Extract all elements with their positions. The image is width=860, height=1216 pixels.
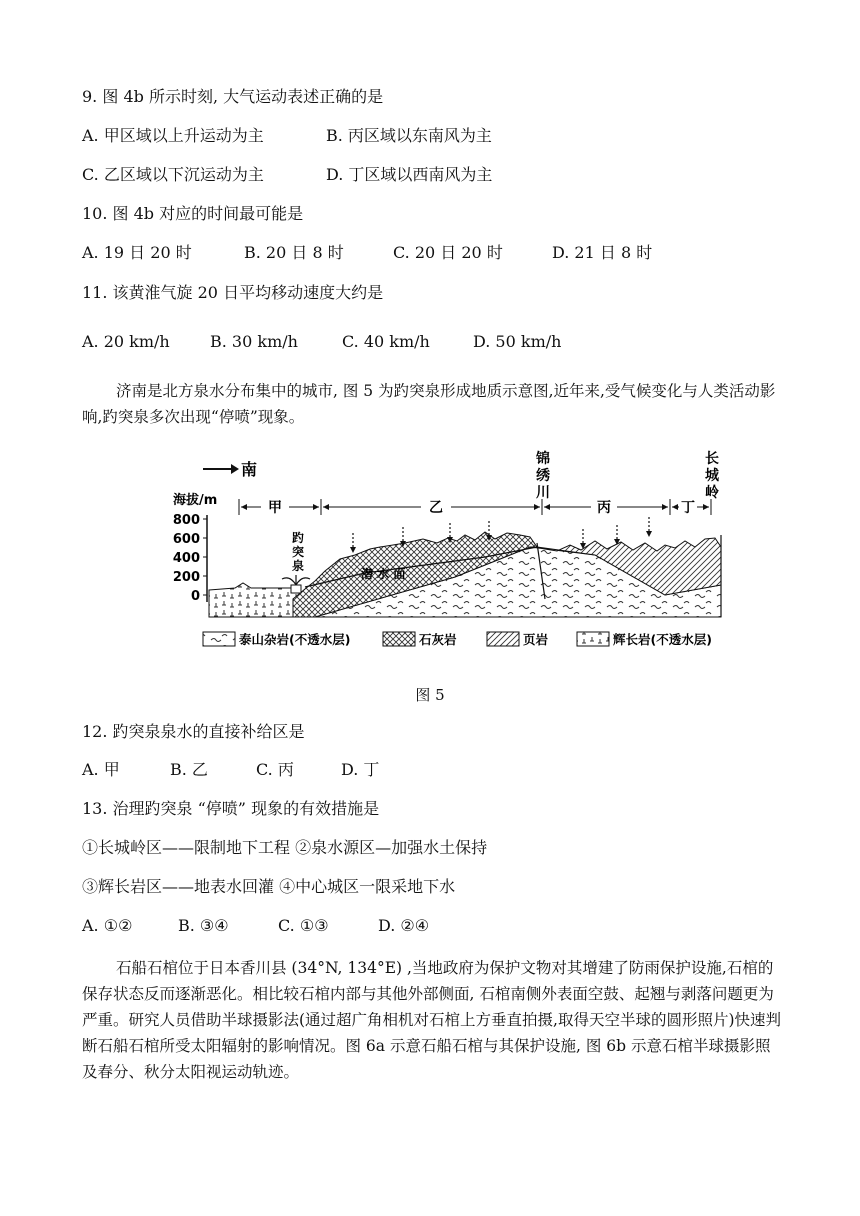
q10-option-c: C. 20 日 20 时 — [393, 243, 503, 262]
q13-statements-1: ①长城岭区——限制地下工程 ②泉水源区—加强水土保持 — [82, 838, 488, 857]
region-ding: 丁 — [681, 500, 695, 516]
q13-option-c: C. ①③ — [278, 916, 329, 935]
place-jinxiuchuan — [535, 450, 550, 501]
q13-stem: 13. 治理趵突泉 “停喷” 现象的有效措施是 — [82, 799, 380, 818]
q11-option-b: B. 30 km/h — [210, 332, 298, 351]
tick-400: 400 — [172, 551, 200, 566]
legend-shale: 页岩 — [523, 632, 549, 647]
svg-text:突: 突 — [291, 545, 305, 559]
figure-caption: 图 5 — [415, 686, 445, 704]
svg-text:锦: 锦 — [536, 451, 550, 467]
direction-arrow — [203, 464, 239, 474]
svg-text:川: 川 — [536, 485, 550, 501]
svg-text:趵: 趵 — [291, 531, 305, 545]
legend-swatch-limestone — [383, 632, 415, 646]
geology-layers — [209, 532, 721, 617]
legend-limestone: 石灰岩 — [419, 632, 457, 647]
q9-option-b: B. 丙区域以东南风为主 — [326, 126, 492, 145]
legend-swatch-taishan — [203, 632, 235, 646]
q9-option-a: A. 甲区域以上升运动为主 — [82, 126, 264, 145]
legend-swatch-gabbro — [577, 632, 609, 646]
q12-option-a: A. 甲 — [82, 760, 120, 779]
svg-text:绣: 绣 — [536, 468, 550, 484]
geology-cross-section-svg — [165, 447, 735, 659]
q13-statements-2: ③辉长岩区——地表水回灌 ④中心城区一限采地下水 — [82, 877, 456, 896]
tick-200: 200 — [172, 570, 200, 585]
water-table-label: 潜 水 面 — [361, 567, 406, 581]
q10-option-a: A. 19 日 20 时 — [82, 243, 192, 262]
svg-text:城: 城 — [705, 468, 719, 484]
q12-option-b: B. 乙 — [170, 760, 208, 779]
place-changchengling — [705, 450, 720, 501]
recharge-arrow-head — [646, 531, 652, 537]
q9-option-c: C. 乙区域以下沉运动为主 — [82, 165, 264, 184]
q12-option-c: C. 丙 — [256, 760, 294, 779]
spring-label — [292, 530, 304, 573]
svg-text:长: 长 — [705, 451, 719, 467]
q13-option-a: A. ①② — [82, 916, 133, 935]
layer-gabbro — [209, 583, 303, 617]
legend — [203, 632, 712, 647]
geology-cross-section-figure — [165, 447, 735, 663]
region-bing: 丙 — [597, 500, 611, 516]
intro-paragraph-stone-coffin: 石船石棺位于日本香川县 (34°N, 134°E) ,当地政府为保护文物对其增建了防雨保护设施,石棺的保存状态反而逐渐恶化。相比较石棺内部与其他外部侧面, 石棺南侧外表面空鼓、起翘与剥落问题更为严重。研究人员借助半球摄影法(通过超广角相机对石棺上方垂直拍摄,取得天空半球的圆形照片)快速判断石船石棺所受太阳辐射的影响情况。图 6a 示意石船石棺与其保护设施, 图 6b 示意石棺半球摄影照及春分、秋分太阳视运动轨迹。 — [82, 959, 782, 1081]
region-jia: 甲 — [268, 500, 282, 516]
q11-stem: 11. 该黄淮气旋 20 日平均移动速度大约是 — [82, 283, 384, 302]
svg-text:岭: 岭 — [705, 485, 719, 501]
q12-option-d: D. 丁 — [341, 760, 380, 779]
axis-label: 海拔/m — [173, 493, 218, 508]
tick-600: 600 — [172, 532, 200, 547]
recharge-arrow-head — [350, 547, 356, 553]
q10-option-b: B. 20 日 8 时 — [244, 243, 344, 262]
legend-swatch-shale — [487, 632, 519, 646]
q11-option-c: C. 40 km/h — [342, 332, 430, 351]
tick-0: 0 — [190, 589, 200, 604]
legend-gabbro: 辉长岩(不透水层) — [613, 632, 712, 647]
q12-stem: 12. 趵突泉泉水的直接补给区是 — [82, 722, 305, 741]
region-yi: 乙 — [429, 500, 443, 516]
q11-option-a: A. 20 km/h — [82, 332, 170, 351]
q10-option-d: D. 21 日 8 时 — [552, 243, 653, 262]
direction-label: 南 — [241, 460, 258, 479]
region-dimension-lines — [239, 499, 711, 515]
q9-option-d: D. 丁区域以西南风为主 — [326, 165, 493, 184]
q13-option-b: B. ③④ — [178, 916, 229, 935]
q10-stem: 10. 图 4b 对应的时间最可能是 — [82, 204, 304, 223]
svg-text:泉: 泉 — [291, 559, 305, 573]
q11-option-d: D. 50 km/h — [473, 332, 562, 351]
q13-option-d: D. ②④ — [378, 916, 430, 935]
legend-taishan: 泰山杂岩(不透水层) — [239, 632, 351, 647]
tick-800: 800 — [172, 513, 200, 528]
q9-stem: 9. 图 4b 所示时刻, 大气运动表述正确的是 — [82, 87, 384, 106]
intro-paragraph-jinan: 济南是北方泉水分布集中的城市, 图 5 为趵突泉形成地质示意图,近年来,受气候变化与人类活动影响,趵突泉多次出现“停喷”现象。 — [82, 382, 776, 426]
